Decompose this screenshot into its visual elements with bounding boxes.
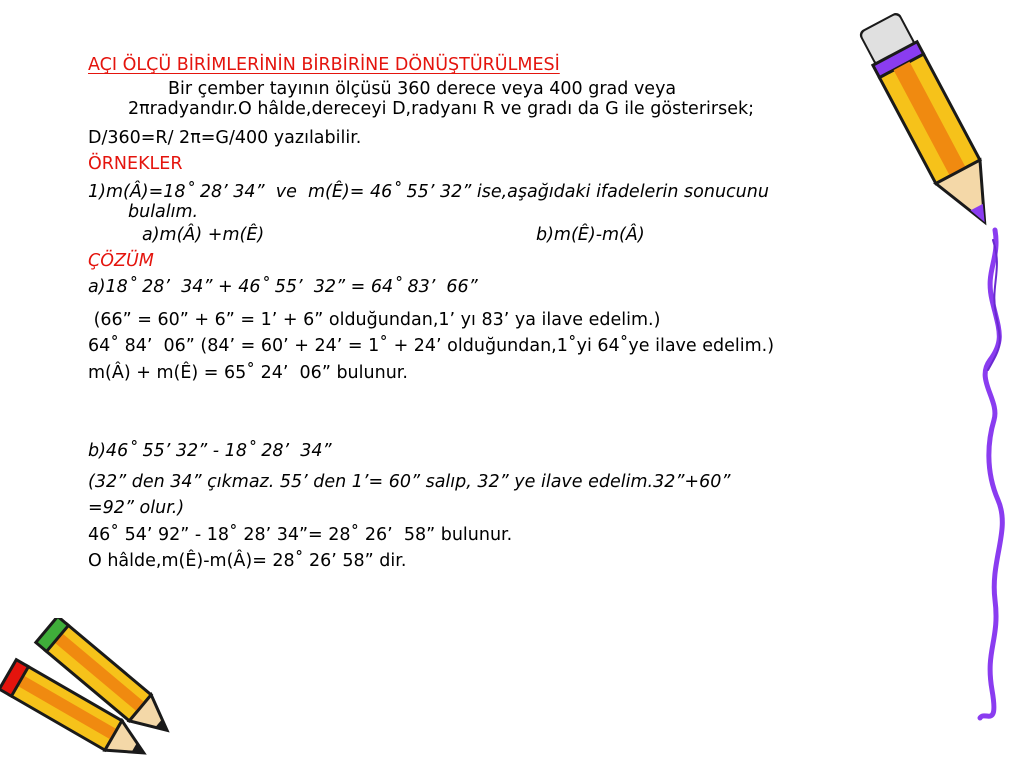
slide-content [88,52,903,575]
part-a-label: a)m(Â) +m(Ê) [142,224,265,245]
problem-line-1: 1)m(Â)=18˚ 28’ 34” ve m(Ê)= 46˚ 55’ 32” ise,aşağıdaki ifadelerin sonucunu [88,181,769,202]
slide-title: AÇI ÖLÇÜ BİRİMLERİNİN BİRBİRİNE DÖNÜŞTÜRÜLMESİ [88,55,560,75]
part-b-label: b)m(Ê)-m(Â) [536,224,645,245]
examples-heading: ÖRNEKLER [88,154,183,174]
solution-a-line-2: (66” = 60” + 6” = 1’ + 6” olduğundan,1’ yı 83’ ya ilave edelim.) [88,309,661,330]
intro-text-line-1: Bir çember tayının ölçüsü 360 derece veya 400 grad veya [168,78,677,99]
solution-a-line-3: 64˚ 84’ 06” (84’ = 60’ + 24’ = 1˚ + 24’ olduğundan,1˚yi 64˚ye ilave edelim.) [88,336,775,356]
solution-b-line-5: O hâlde,m(Ê)-m(Â)= 28˚ 26’ 58” dir. [88,551,407,571]
solution-b-line-4: 46˚ 54’ 92” - 18˚ 28’ 34”= 28˚ 26’ 58” bulunur. [88,524,513,545]
solution-a-line-1: a)18˚ 28’ 34” + 46˚ 55’ 32” = 64˚ 83’ 66” [88,277,478,297]
solution-b-line-2: (32” den 34” çıkmaz. 55’ den 1’= 60” salıp, 32” ye ilave edelim.32”+60” [88,471,731,492]
pencils-illustration-bottom-left [0,618,200,768]
solution-b-line-3: =92” olur.) [88,498,185,518]
solution-heading: ÇÖZÜM [88,250,154,271]
problem-line-2: bulalım. [128,201,199,222]
formula-line: D/360=R/ 2π=G/400 yazılabilir. [88,127,362,148]
spacer [88,386,903,438]
solution-b-line-1: b)46˚ 55’ 32” - 18˚ 28’ 34” [88,441,332,461]
intro-text-line-2: 2πradyandır.O hâlde,dereceyi D,radyanı R ve gradı da G ile gösterirsek; [128,98,754,119]
problem-parts [88,222,903,248]
solution-a-line-4: m(Â) + m(Ê) = 65˚ 24’ 06” bulunur. [88,362,408,383]
